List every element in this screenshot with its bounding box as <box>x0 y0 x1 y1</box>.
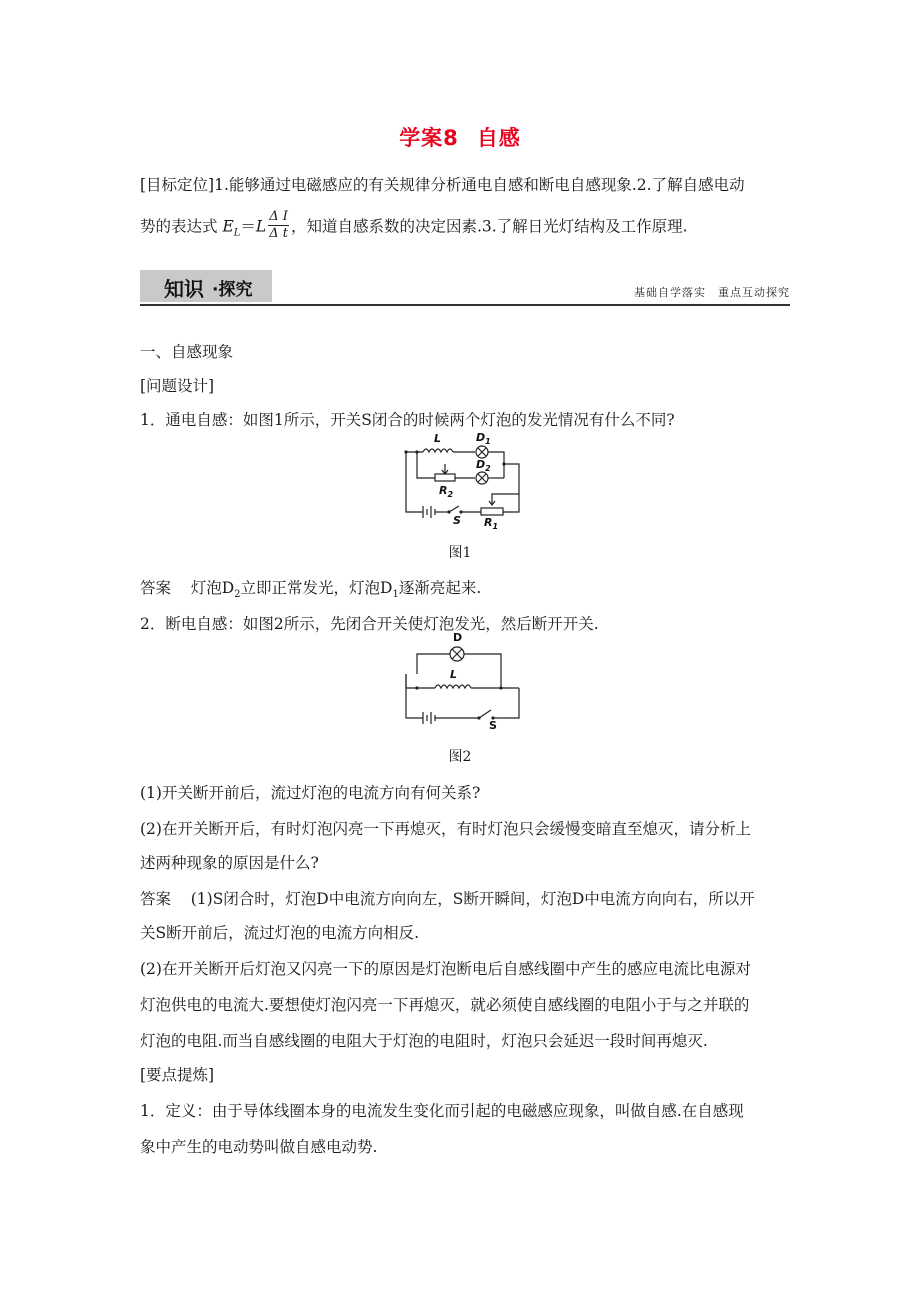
fig1-label-d2-sub: 2 <box>485 464 491 473</box>
figure-2-caption: 图2 <box>448 749 472 765</box>
formula-l: L <box>255 217 267 236</box>
goal-line-1: [目标定位]1.能够通过电磁感应的有关规律分析通电自感和断电自感现象.2.了解自感电动 <box>140 176 745 194</box>
goal-line-2 <box>140 211 790 244</box>
fraction-numerator: Δ I <box>269 209 288 224</box>
question-2: 2．断电自感：如图2所示，先闭合开关使灯泡发光，然后断开开关. <box>140 615 599 633</box>
fig1-resistor-r2 <box>435 474 455 481</box>
fig1-battery <box>423 506 435 518</box>
fig1-label-d1 <box>476 431 491 446</box>
fig2-label-l: L <box>450 668 458 681</box>
answer-2-1-line-1 <box>140 889 790 909</box>
goal-line-2-prefix: 势的表达式 <box>140 217 223 236</box>
fig1-label-r2-letter: R <box>439 484 448 497</box>
fig1-switch <box>449 506 459 512</box>
question-design-label: [问题设计] <box>140 377 215 395</box>
banner-right-text: 基础自学落实 重点互动探究 <box>634 286 790 299</box>
question-2-2-line-2: 述两种现象的原因是什么? <box>140 854 319 872</box>
question-2-1: (1)开关断开前后，流过灯泡的电流方向有何关系? <box>140 784 481 802</box>
answer-2-1-line-2: 关S断开前后，流过灯泡的电流方向相反. <box>140 924 420 942</box>
fig2-left-wire <box>406 674 423 718</box>
answer-2-2-line-3: 灯泡的电阻.而当自感线圈的电阻大于灯泡的电阻时，灯泡只会延迟一段时间再熄灭. <box>140 1032 708 1050</box>
answer-1-sub-a: 2 <box>234 589 241 601</box>
fig1-resistor-r1 <box>481 508 503 515</box>
circuit-figure-2 <box>395 630 525 730</box>
answer-2-2-line-1: (2)在开关断开后灯泡又闪亮一下的原因是灯泡断电后自感线圈中产生的感应电流比电源对 <box>140 960 751 978</box>
fig1-label-s: S <box>453 514 461 527</box>
formula-e-sub: L <box>233 227 241 239</box>
fig1-label-d2-letter: D <box>476 458 486 471</box>
fig1-label-r2-sub: 2 <box>447 490 454 499</box>
formula-fraction <box>268 209 289 242</box>
key-points-label: [要点提炼] <box>140 1066 215 1084</box>
page-title <box>0 122 920 152</box>
goal-line-2-suffix: ，知道自感系数的决定因素.3.了解日光灯结构及工作原理. <box>290 217 688 236</box>
fig1-label-l: L <box>434 432 442 445</box>
circuit-figure-1 <box>395 430 525 530</box>
formula-eq: ＝ <box>240 217 256 236</box>
fig2-battery <box>423 712 435 724</box>
title-number: 学案8 <box>399 126 459 150</box>
fraction-denominator: Δ t <box>269 226 288 241</box>
answer-1-text-a: 灯泡D <box>190 579 235 597</box>
fig2-switch <box>479 710 491 718</box>
fig1-left-wire <box>406 452 423 512</box>
fig1-label-r1 <box>484 516 498 530</box>
fig2-top-wire-left <box>417 654 450 674</box>
title-topic: 自感 <box>476 126 521 150</box>
fig1-label-r1-letter: R <box>484 516 493 529</box>
fig1-label-d1-letter: D <box>476 431 486 444</box>
section-heading: 一、自感现象 <box>140 343 234 361</box>
key-point-1-line-1: 1．定义：由于导体线圈本身的电流发生变化而引起的电磁感应现象，叫做自感.在自感现 <box>140 1102 744 1120</box>
fig2-label-s: S <box>489 719 497 730</box>
fig1-inductor-coil <box>423 449 453 452</box>
fig1-label-r1-sub: 1 <box>492 522 499 530</box>
question-1: 1．通电自感：如图1所示，开关S闭合的时候两个灯泡的发光情况有什么不同? <box>140 411 675 429</box>
answer-1-label: 答案 <box>140 579 172 597</box>
fig1-right-wire <box>492 464 519 504</box>
key-point-1-line-2: 象中产生的电动势叫做自感电动势. <box>140 1138 378 1156</box>
answer-2-2-line-2: 灯泡供电的电流大.要想使灯泡闪亮一下再熄灭，就必须使自感线圈的电阻小于与之并联的 <box>140 996 750 1014</box>
figure-1-caption: 图1 <box>448 545 472 561</box>
question-2-2-line-1: (2)在开关断开后，有时灯泡闪亮一下再熄灭，有时灯泡只会缓慢变暗直至熄灭，请分析上 <box>140 820 751 838</box>
fig1-label-d2 <box>476 458 491 473</box>
answer-1-sub-b: 1 <box>392 589 399 601</box>
answer-2-1-text: (1)S闭合时，灯泡D中电流方向向左，S断开瞬间，灯泡D中电流方向向右，所以开 <box>190 890 755 908</box>
answer-2-label: 答案 <box>140 890 172 908</box>
banner-label-sub: ·探究 <box>212 280 253 300</box>
answer-1 <box>140 578 790 605</box>
formula-e: E <box>222 217 234 236</box>
answer-1-text-c: 逐渐亮起来. <box>398 579 482 597</box>
fig1-label-r2 <box>439 484 453 499</box>
fig2-label-d: D <box>453 631 463 644</box>
fig1-mid-wire-left <box>417 452 435 478</box>
fig2-inductor-coil <box>435 685 471 688</box>
banner-label-main: 知识 <box>164 277 204 301</box>
fig1-label-d1-sub: 1 <box>485 437 491 446</box>
section-banner <box>140 270 790 306</box>
answer-1-text-b: 立即正常发光，灯泡D <box>240 579 393 597</box>
fig2-top-wire-right <box>464 654 501 674</box>
